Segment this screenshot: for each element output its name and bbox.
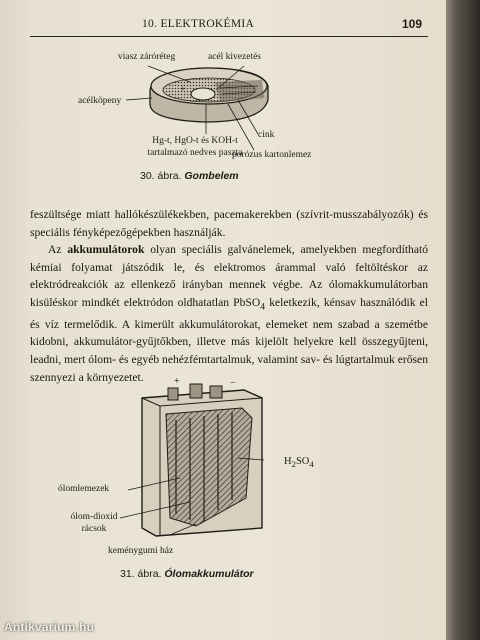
- label-porous-cardboard: porózus kartonlemez: [232, 150, 312, 160]
- figure30-caption-title: Gombelem: [184, 170, 239, 182]
- figure30-caption-number: 30. ábra.: [140, 170, 182, 182]
- label-paste-line2: tartalmazó nedves paszta: [147, 148, 243, 158]
- label-hard-rubber-case: keménygumi ház: [108, 546, 174, 556]
- label-steel-casing: acélköpeny: [78, 96, 122, 106]
- p2-bold-term: akkumulátorok: [67, 243, 145, 257]
- figure31-caption: [120, 568, 254, 580]
- label-plus: +: [180, 84, 186, 95]
- page-number: 109: [401, 17, 422, 31]
- battery-minus-sign: −: [230, 378, 236, 389]
- figure30-caption: [140, 170, 239, 182]
- figure31-caption-number: 31. ábra.: [120, 568, 162, 580]
- label-lead-dioxide-line2: rácsok: [81, 524, 107, 534]
- label-lead-plates: ólomlemezek: [58, 484, 110, 494]
- p2-part-c: keletkezik, kénsav használódik el és víz termelődik. A kimerült akkumulátorokat, elemeket nem szabad a szemétbe kidobni, akkumulátor-gyűjtőkben, illetve más kijelölt helyekre kell összegyűjteni, leadni, mert ólom- és egyéb nehézfémtartalmuk, valamint sav- és lúgtartalmuk erősen szennyezi a környezetet.: [30, 295, 428, 384]
- paragraph-2: [30, 241, 428, 386]
- watermark: Antikvarium.hu: [4, 620, 95, 634]
- label-zinc: cink: [258, 130, 275, 140]
- paragraph-1: feszültsége miatt hallókészülékekben, pacemakerekben (szívrit-musszabályozók) és speciális fényképezőgépekben használják.: [30, 208, 428, 239]
- label-wax-seal: viasz záróréteg: [118, 52, 176, 62]
- label-paste-line1: Hg-t, HgO-t és KOH-t: [152, 136, 238, 146]
- p2-part-a: Az: [48, 243, 68, 257]
- chapter-title: 10. ELEKTROKÉMIA: [142, 18, 255, 30]
- body-text: [30, 206, 428, 386]
- figure31-caption-title: Ólomakkumulátor: [164, 568, 254, 580]
- label-sulfuric-acid: $H_2SO_4$: [284, 456, 314, 470]
- p2-part-b: olyan speciális galvánelemek, amelyekben megfordítható kémiai folyamat játszódik le, és elektromos árammal való feltöltéskor az elektródreakciók az ellenkező irányban mennek végbe. Az ólomakkumulátorban kisüléskor mindkét elektródon oldhatatlan PbSO: [30, 243, 428, 309]
- book-page-edge: [446, 0, 480, 640]
- label-steel-terminal: acél kivezetés: [208, 52, 262, 62]
- p2-subscript: 4: [260, 301, 266, 313]
- label-lead-dioxide-line1: ólom-dioxid: [70, 512, 118, 522]
- battery-plus-sign: +: [174, 376, 180, 387]
